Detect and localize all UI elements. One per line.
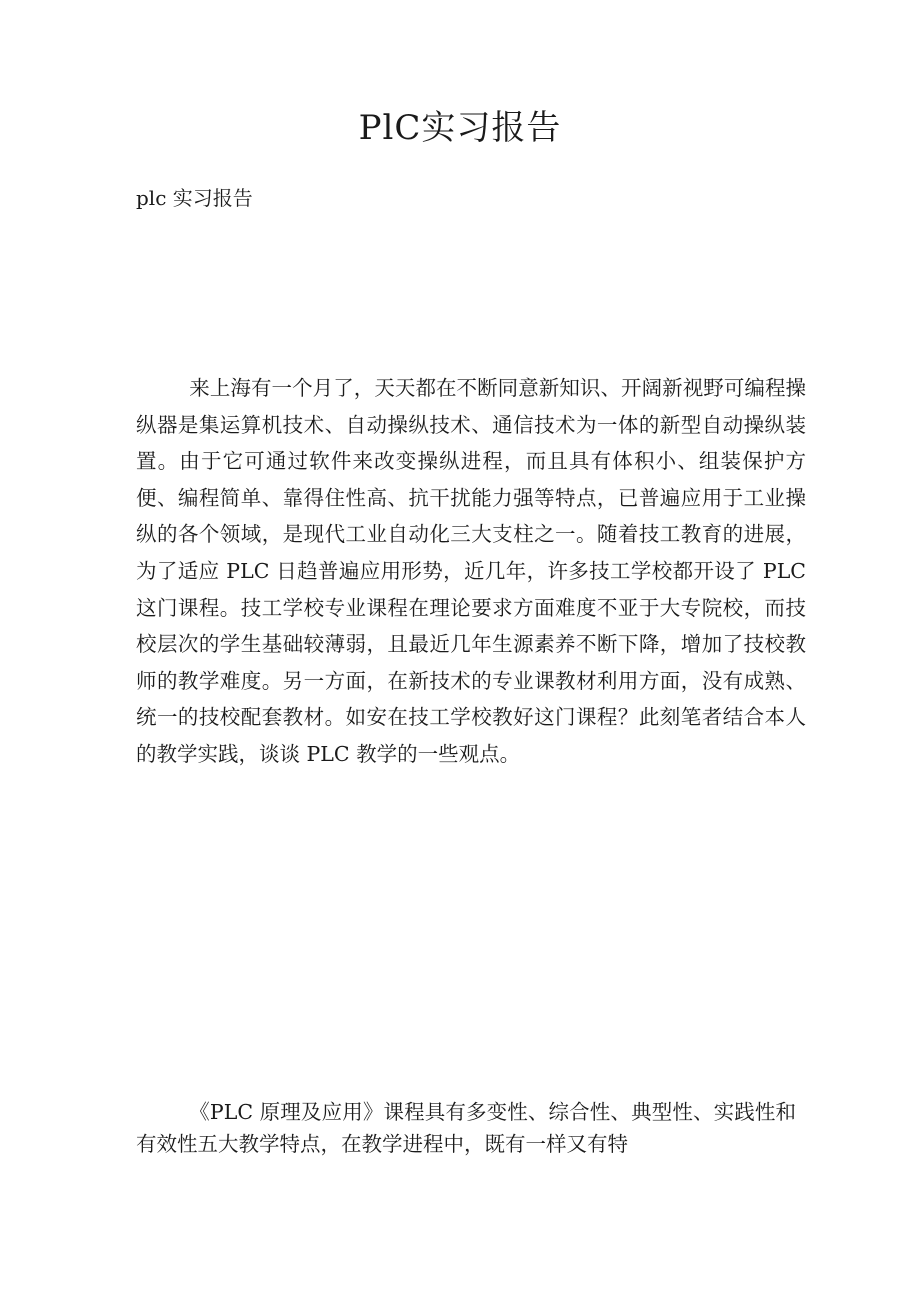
- document-title: PlC实习报告: [358, 108, 562, 148]
- body-paragraph-1: 来上海有一个月了，天天都在不断同意新知识、开阔新视野可编程操纵器是集运算机技术、自动操纵技术、通信技术为一体的新型自动操纵装置。由于它可通过软件来改变操纵进程，而且具有体积小、组装保护方便、编程简单、靠得住性高、抗干扰能力强等特点，已普遍应用于工业操纵的各个领域，是现代工业自动化三大支柱之一。随着技工教育的进展，为了适应 PLC 日趋普遍应用形势，近几年，许多技工学校都开设了 PLC 这门课程。技工学校专业课程在理论要求方面难度不亚于大专院校，而技校层次的学生基础较薄弱，且最近几年生源素养不断下降，增加了技校教师的教学难度。另一方面，在新技术的专业课教材利用方面，没有成熟、统一的技校配套教材。如安在技工学校教好这门课程？此刻笔者结合本人的教学实践，谈谈 PLC 教学的一些观点。: [136, 376, 806, 766]
- document-subtitle: plc 实习报告: [136, 186, 253, 210]
- body-paragraph-2: 《PLC 原理及应用》课程具有多变性、综合性、典型性、实践性和有效性五大教学特点，在教学进程中，既有一样又有特: [136, 1100, 796, 1156]
